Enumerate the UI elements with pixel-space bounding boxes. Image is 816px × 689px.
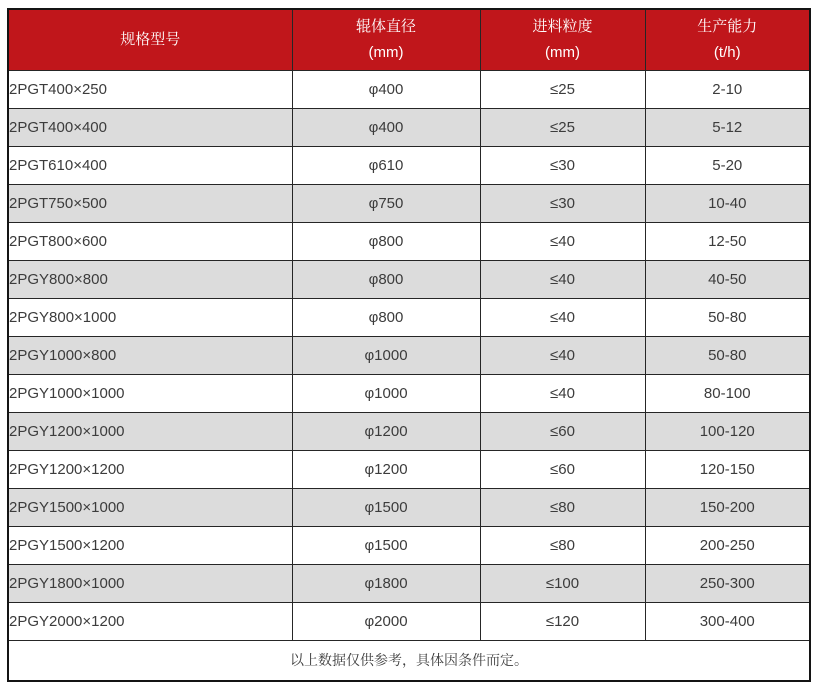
- cell-feed-size: ≤40: [480, 298, 645, 336]
- cell-feed-size: ≤60: [480, 450, 645, 488]
- cell-feed-size: ≤100: [480, 564, 645, 602]
- cell-capacity: 200-250: [645, 526, 810, 564]
- cell-roller-diameter: φ800: [292, 260, 480, 298]
- column-header-capacity: [645, 9, 810, 70]
- cell-feed-size: ≤25: [480, 70, 645, 108]
- table-row: [8, 526, 810, 564]
- column-header-unit: (mm): [368, 43, 404, 61]
- cell-capacity: 250-300: [645, 564, 810, 602]
- cell-model: 2PGY2000×1200: [8, 602, 292, 640]
- cell-feed-size: ≤30: [480, 146, 645, 184]
- column-header-feed-size: [480, 9, 645, 70]
- column-header-label: 进料粒度: [532, 17, 593, 35]
- roller-crusher-spec-table: [7, 8, 811, 682]
- table-row: [8, 146, 810, 184]
- cell-capacity: 150-200: [645, 488, 810, 526]
- cell-feed-size: ≤40: [480, 222, 645, 260]
- cell-model: 2PGY1000×1000: [8, 374, 292, 412]
- cell-capacity: 300-400: [645, 602, 810, 640]
- cell-model: 2PGY1500×1000: [8, 488, 292, 526]
- cell-roller-diameter: φ1200: [292, 412, 480, 450]
- table-row: [8, 70, 810, 108]
- cell-roller-diameter: φ800: [292, 298, 480, 336]
- table-row: [8, 412, 810, 450]
- cell-capacity: 5-12: [645, 108, 810, 146]
- table-row: [8, 108, 810, 146]
- cell-model: 2PGY1800×1000: [8, 564, 292, 602]
- footnote-row: [8, 640, 810, 681]
- footnote-text: 以上数据仅供参考，具体因条件而定。: [8, 640, 810, 681]
- cell-feed-size: ≤80: [480, 526, 645, 564]
- cell-feed-size: ≤60: [480, 412, 645, 450]
- cell-feed-size: ≤120: [480, 602, 645, 640]
- cell-capacity: 10-40: [645, 184, 810, 222]
- cell-feed-size: ≤80: [480, 488, 645, 526]
- cell-model: 2PGT750×500: [8, 184, 292, 222]
- table-row: [8, 184, 810, 222]
- cell-capacity: 5-20: [645, 146, 810, 184]
- cell-capacity: 50-80: [645, 336, 810, 374]
- column-header-model: [8, 9, 292, 70]
- cell-model: 2PGT800×600: [8, 222, 292, 260]
- table-footer: [8, 640, 810, 681]
- cell-feed-size: ≤25: [480, 108, 645, 146]
- column-header-roller-diameter: [292, 9, 480, 70]
- table-row: [8, 488, 810, 526]
- cell-roller-diameter: φ1500: [292, 526, 480, 564]
- cell-model: 2PGY1000×800: [8, 336, 292, 374]
- table-row: [8, 564, 810, 602]
- cell-roller-diameter: φ2000: [292, 602, 480, 640]
- spec-table-body: [8, 70, 810, 640]
- cell-feed-size: ≤30: [480, 184, 645, 222]
- cell-capacity: 120-150: [645, 450, 810, 488]
- cell-feed-size: ≤40: [480, 260, 645, 298]
- cell-capacity: 80-100: [645, 374, 810, 412]
- cell-feed-size: ≤40: [480, 336, 645, 374]
- table-row: [8, 222, 810, 260]
- cell-model: 2PGY1200×1200: [8, 450, 292, 488]
- column-header-label: 生产能力: [697, 17, 758, 35]
- cell-feed-size: ≤40: [480, 374, 645, 412]
- spec-table: [7, 8, 811, 682]
- table-row: [8, 450, 810, 488]
- cell-roller-diameter: φ1800: [292, 564, 480, 602]
- cell-model: 2PGT400×250: [8, 70, 292, 108]
- cell-capacity: 50-80: [645, 298, 810, 336]
- cell-roller-diameter: φ1500: [292, 488, 480, 526]
- cell-capacity: 40-50: [645, 260, 810, 298]
- table-row: [8, 260, 810, 298]
- cell-model: 2PGT610×400: [8, 146, 292, 184]
- header-row: [8, 9, 810, 70]
- table-header: [8, 9, 810, 70]
- table-row: [8, 602, 810, 640]
- column-header-label: 规格型号: [120, 30, 181, 48]
- cell-roller-diameter: φ1000: [292, 336, 480, 374]
- column-header-unit: (t/h): [713, 43, 741, 61]
- column-header-unit: (mm): [545, 43, 580, 61]
- cell-model: 2PGY1500×1200: [8, 526, 292, 564]
- cell-model: 2PGY1200×1000: [8, 412, 292, 450]
- cell-capacity: 2-10: [645, 70, 810, 108]
- column-header-label: 辊体直径: [355, 17, 416, 35]
- cell-model: 2PGY800×800: [8, 260, 292, 298]
- cell-roller-diameter: φ1000: [292, 374, 480, 412]
- table-row: [8, 336, 810, 374]
- cell-model: 2PGT400×400: [8, 108, 292, 146]
- cell-roller-diameter: φ400: [292, 108, 480, 146]
- cell-roller-diameter: φ610: [292, 146, 480, 184]
- table-row: [8, 298, 810, 336]
- cell-model: 2PGY800×1000: [8, 298, 292, 336]
- cell-roller-diameter: φ750: [292, 184, 480, 222]
- cell-capacity: 12-50: [645, 222, 810, 260]
- cell-roller-diameter: φ1200: [292, 450, 480, 488]
- cell-capacity: 100-120: [645, 412, 810, 450]
- cell-roller-diameter: φ400: [292, 70, 480, 108]
- table-row: [8, 374, 810, 412]
- cell-roller-diameter: φ800: [292, 222, 480, 260]
